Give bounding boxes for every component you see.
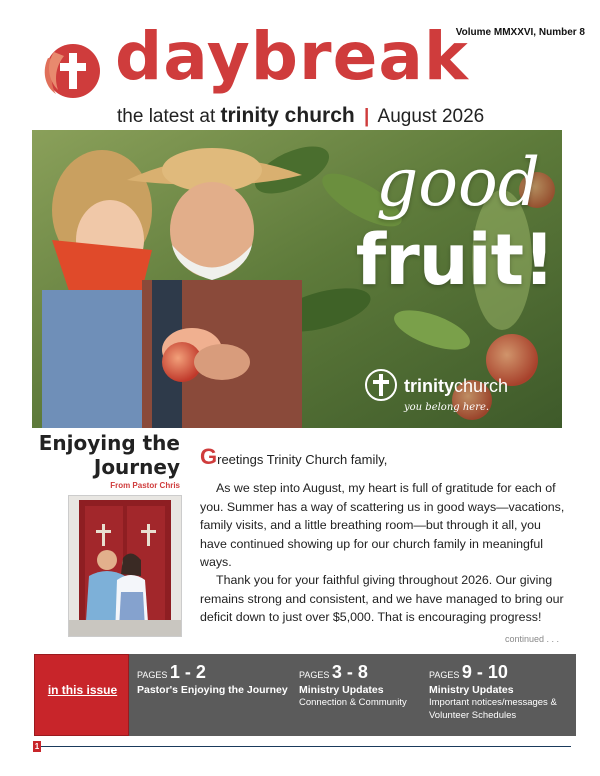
article-title: Enjoying the Journey bbox=[38, 431, 180, 479]
issue-pages bbox=[429, 662, 567, 683]
tagline-date: August 2026 bbox=[377, 106, 485, 127]
pages-word: PAGES bbox=[429, 670, 460, 680]
tagline-prefix: the latest at bbox=[117, 106, 216, 127]
paragraph: Thank you for your faithful giving throughout 2026. Our giving remains strong and consistent, and we have managed to bring our deficit down to just over $5,000. That is encouraging progress! bbox=[200, 573, 564, 625]
page-range: 1 - 2 bbox=[169, 662, 206, 682]
logo-wordmark bbox=[404, 376, 508, 397]
hero-headline-good: good bbox=[376, 144, 540, 221]
page-range: 9 - 10 bbox=[461, 662, 508, 682]
drop-cap: G bbox=[200, 444, 218, 469]
issue-pages bbox=[137, 662, 295, 683]
tagline bbox=[117, 104, 484, 128]
issue-item-pages-9-10[interactable] bbox=[429, 662, 567, 722]
greeting bbox=[200, 444, 566, 469]
logo-word-light: church bbox=[454, 376, 509, 396]
in-this-issue-bar bbox=[34, 654, 576, 736]
pastor-photo bbox=[68, 495, 182, 637]
issue-heading: Ministry Updates bbox=[299, 684, 384, 696]
page-number: 1 bbox=[34, 742, 40, 751]
hero-headline-fruit: fruit! bbox=[355, 219, 554, 301]
in-this-issue-contents bbox=[129, 654, 576, 736]
article-body bbox=[200, 444, 566, 627]
article-byline: From Pastor Chris bbox=[110, 481, 180, 490]
in-this-issue-label-box bbox=[34, 654, 129, 736]
page-range: 3 - 8 bbox=[331, 662, 368, 682]
footer-rule bbox=[38, 746, 571, 747]
continued-note: continued . . . bbox=[505, 634, 560, 644]
in-this-issue-link[interactable]: in this issue bbox=[47, 683, 118, 697]
issue-heading: Pastor's Enjoying the Journey bbox=[137, 684, 288, 696]
paragraph: As we step into August, my heart is full of gratitude for each of you. Summer has a way of scattering us in good ways—vacations, family visits, and a little breathing room—but through it all, you have continued showing up for our church family in meaningful ways. bbox=[200, 481, 565, 570]
issue-subheading: Connection & Community bbox=[299, 697, 407, 708]
cross-flame-icon bbox=[364, 368, 398, 402]
issue-pages bbox=[299, 662, 425, 683]
tagline-separator: | bbox=[363, 106, 370, 127]
newsletter-brand: daybreak bbox=[115, 18, 469, 95]
issue-heading: Ministry Updates bbox=[429, 684, 514, 696]
tagline-church: trinity church bbox=[220, 104, 355, 127]
trinity-church-logo bbox=[364, 368, 554, 418]
issue-item-pages-3-8[interactable] bbox=[299, 662, 425, 709]
hero-image bbox=[32, 130, 562, 428]
pages-word: PAGES bbox=[299, 670, 330, 680]
greeting-text: reetings Trinity Church family, bbox=[217, 452, 388, 467]
volume-number: Volume MMXXVI, Number 8 bbox=[455, 27, 585, 38]
logo-word-bold: trinity bbox=[404, 376, 455, 396]
logo-slogan: you belong here. bbox=[404, 402, 490, 413]
issue-subheading: Important notices/messages & Volunteer Schedules bbox=[429, 697, 557, 721]
issue-item-pages-1-2[interactable] bbox=[137, 662, 295, 696]
pages-word: PAGES bbox=[137, 670, 168, 680]
cross-flame-icon bbox=[40, 40, 102, 102]
